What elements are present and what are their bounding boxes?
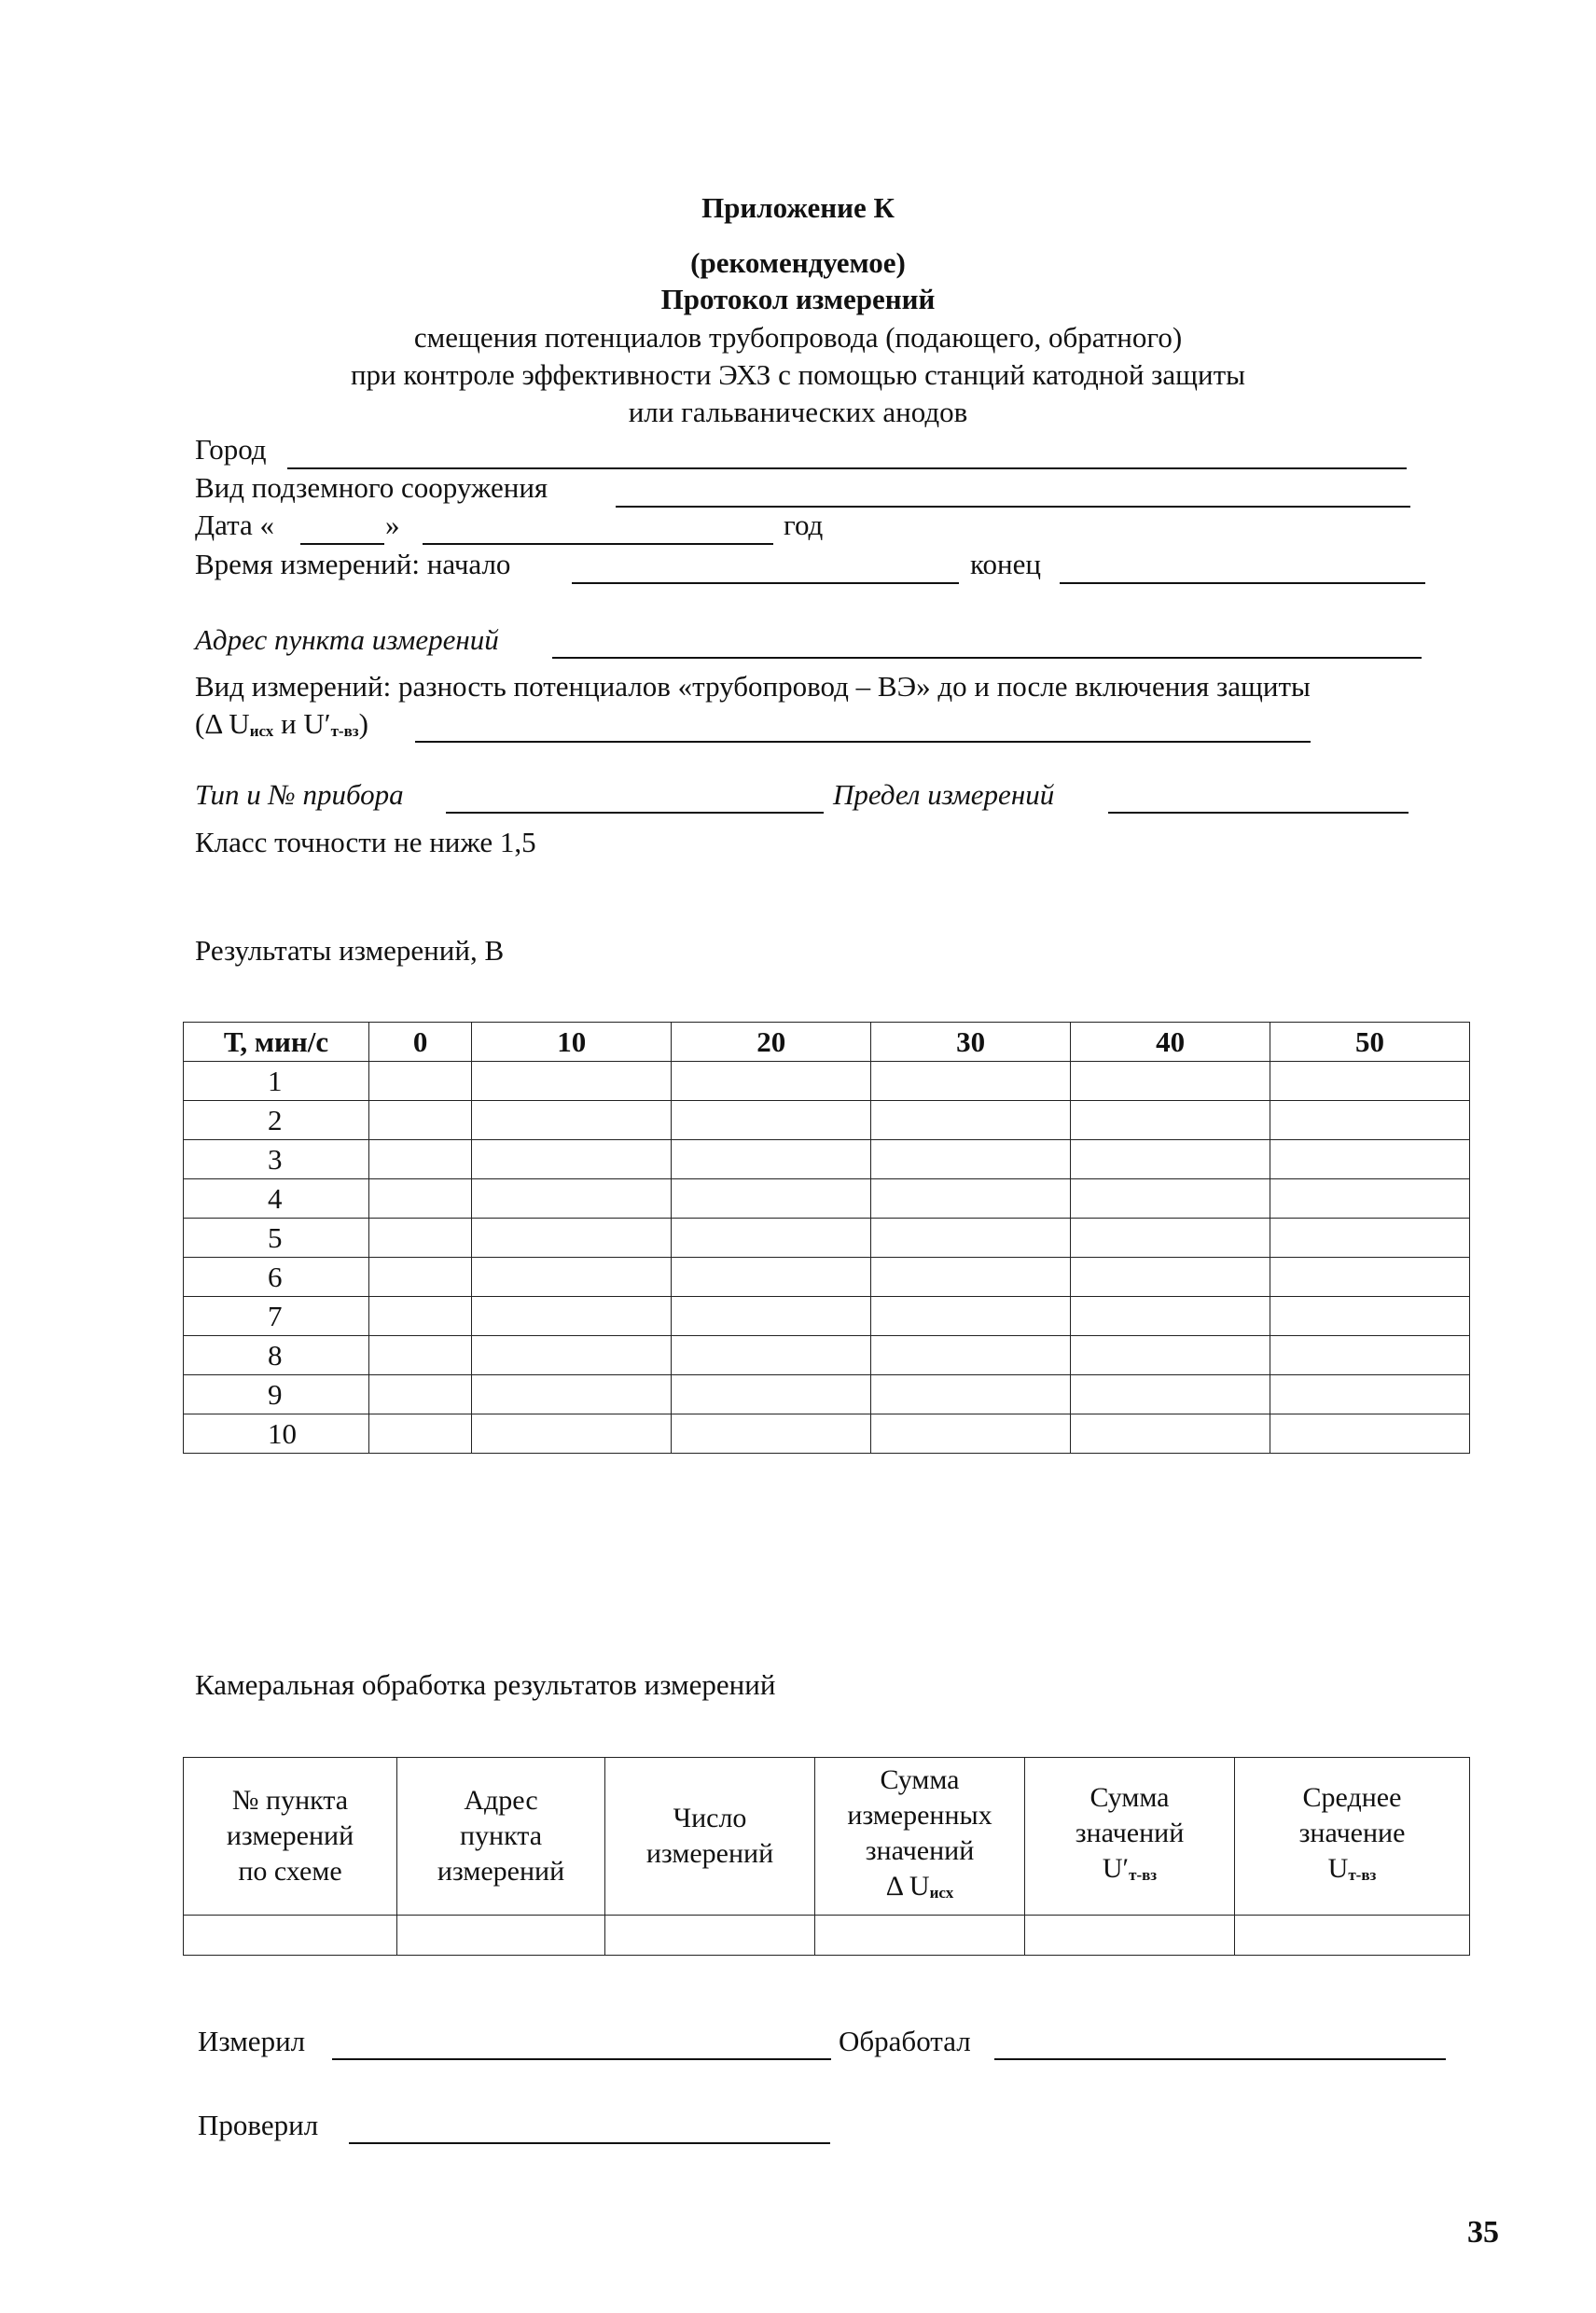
results-cell[interactable] — [871, 1140, 1071, 1179]
results-row — [184, 1219, 1470, 1258]
col-line: измерений — [226, 1820, 354, 1851]
col-line: измерений — [645, 1838, 774, 1869]
results-cell[interactable] — [369, 1414, 472, 1454]
results-cell[interactable] — [472, 1414, 672, 1454]
results-cell[interactable] — [1270, 1297, 1470, 1336]
results-cell[interactable] — [369, 1219, 472, 1258]
results-cell[interactable] — [1071, 1101, 1270, 1140]
date-month-field[interactable] — [423, 543, 773, 545]
summary-header-sum-measured — [815, 1758, 1025, 1916]
checked-by-field[interactable] — [349, 2142, 830, 2144]
results-cell[interactable] — [1270, 1101, 1470, 1140]
col-line: Среднее — [1302, 1781, 1402, 1813]
processed-by-field[interactable] — [994, 2058, 1446, 2060]
results-cell[interactable] — [472, 1219, 672, 1258]
results-cell[interactable] — [672, 1101, 871, 1140]
results-row — [184, 1297, 1470, 1336]
summary-header-sum-values — [1025, 1758, 1235, 1916]
results-row — [184, 1140, 1470, 1179]
appendix-title: Приложение К — [701, 191, 895, 224]
results-cell[interactable] — [1270, 1219, 1470, 1258]
date-label — [195, 509, 274, 542]
col-symbol: U — [1327, 1852, 1349, 1884]
results-cell[interactable] — [472, 1140, 672, 1179]
results-cell[interactable] — [1270, 1062, 1470, 1101]
results-header-col: 20 — [672, 1023, 871, 1062]
protocol-subtitle-3: или гальванических анодов — [628, 396, 968, 428]
address-label: Адрес пункта измерений — [195, 623, 499, 656]
col-line: № пункта — [231, 1785, 349, 1816]
device-label: Тип и № прибора — [195, 778, 404, 811]
results-row — [184, 1062, 1470, 1101]
results-cell[interactable] — [672, 1062, 871, 1101]
results-cell[interactable] — [871, 1336, 1071, 1375]
results-cell[interactable] — [1071, 1297, 1270, 1336]
results-cell[interactable] — [472, 1062, 672, 1101]
formula-delta-u: (Δ U — [195, 707, 250, 740]
summary-header-average — [1235, 1758, 1470, 1916]
results-cell[interactable] — [871, 1258, 1071, 1297]
col-line: Число — [673, 1803, 747, 1833]
results-cell[interactable] — [672, 1336, 871, 1375]
results-cell[interactable] — [369, 1258, 472, 1297]
results-cell[interactable] — [369, 1336, 472, 1375]
summary-header-row — [184, 1758, 1470, 1916]
results-header-row — [184, 1023, 1470, 1062]
time-start-field[interactable] — [572, 582, 959, 584]
results-row — [184, 1179, 1470, 1219]
results-cell[interactable] — [1270, 1140, 1470, 1179]
results-header-col: 40 — [1071, 1023, 1270, 1062]
col-symbol-sub: исх — [929, 1883, 954, 1902]
results-cell[interactable] — [871, 1062, 1071, 1101]
col-symbol: Δ U — [885, 1870, 930, 1902]
summary-cell[interactable] — [1025, 1916, 1235, 1956]
results-cell[interactable] — [1071, 1140, 1270, 1179]
results-cell[interactable] — [871, 1375, 1071, 1414]
results-row-number: 8 — [184, 1336, 369, 1375]
results-cell[interactable] — [672, 1414, 871, 1454]
results-cell[interactable] — [1071, 1336, 1270, 1375]
results-row-number: 3 — [184, 1140, 369, 1179]
year-label: год — [784, 509, 824, 541]
results-cell[interactable] — [369, 1140, 472, 1179]
city-field[interactable] — [287, 467, 1407, 469]
summary-table — [183, 1757, 1470, 1956]
formula-sub-tvz: т-вз — [330, 722, 359, 740]
summary-caption: Камеральная обработка результатов измерений — [195, 1668, 776, 1701]
summary-data-row — [184, 1916, 1470, 1956]
results-cell[interactable] — [1071, 1414, 1270, 1454]
protocol-subtitle-1: смещения потенциалов трубопровода (подающего, обратного) — [413, 321, 1183, 354]
col-line: пункта — [459, 1820, 543, 1851]
results-cell[interactable] — [1270, 1179, 1470, 1219]
summary-header-point-number — [184, 1758, 397, 1916]
results-cell[interactable] — [472, 1258, 672, 1297]
results-row-number: 6 — [184, 1258, 369, 1297]
col-line: измерений — [437, 1856, 565, 1887]
measured-by-field[interactable] — [332, 2058, 831, 2060]
results-row — [184, 1101, 1470, 1140]
results-cell[interactable] — [672, 1179, 871, 1219]
checked-by-label: Проверил — [198, 2109, 319, 2141]
results-cell[interactable] — [1071, 1219, 1270, 1258]
results-cell[interactable] — [672, 1258, 871, 1297]
page-number: 35 — [1467, 2215, 1499, 2250]
results-cell[interactable] — [871, 1297, 1071, 1336]
formula-u-prime: и U′ — [273, 707, 331, 740]
results-row-number: 9 — [184, 1375, 369, 1414]
time-end-label: конец — [970, 548, 1041, 580]
address-field[interactable] — [552, 657, 1422, 659]
summary-header-count — [605, 1758, 815, 1916]
results-cell[interactable] — [672, 1140, 871, 1179]
results-cell[interactable] — [369, 1179, 472, 1219]
measurement-type-label: Вид измерений: разность потенциалов «трубопровод – ВЭ» до и после включения защиты — [195, 670, 1311, 703]
summary-cell[interactable] — [815, 1916, 1025, 1956]
col-symbol: U′ — [1102, 1852, 1130, 1884]
formula-sub-ish: исх — [249, 722, 274, 740]
summary-cell[interactable] — [1235, 1916, 1470, 1956]
summary-cell[interactable] — [605, 1916, 815, 1956]
city-label: Город — [195, 433, 267, 466]
results-cell[interactable] — [369, 1062, 472, 1101]
summary-cell[interactable] — [397, 1916, 605, 1956]
results-cell[interactable] — [472, 1375, 672, 1414]
results-cell[interactable] — [472, 1297, 672, 1336]
results-row-number: 5 — [184, 1219, 369, 1258]
results-row-number: 7 — [184, 1297, 369, 1336]
measurement-type-field[interactable] — [415, 741, 1311, 743]
formula-close: ) — [358, 707, 368, 740]
results-cell[interactable] — [1071, 1062, 1270, 1101]
results-cell[interactable] — [672, 1375, 871, 1414]
date-day-field[interactable] — [300, 543, 384, 545]
results-cell[interactable] — [1071, 1179, 1270, 1219]
results-row — [184, 1375, 1470, 1414]
results-cell[interactable] — [1270, 1336, 1470, 1375]
results-cell[interactable] — [1270, 1414, 1470, 1454]
structure-type-field[interactable] — [616, 506, 1410, 508]
results-cell[interactable] — [672, 1297, 871, 1336]
col-line: Сумма — [1089, 1781, 1170, 1813]
results-cell[interactable] — [369, 1101, 472, 1140]
results-header-col: 50 — [1270, 1023, 1470, 1062]
results-cell[interactable] — [1270, 1375, 1470, 1414]
results-row-number: 4 — [184, 1179, 369, 1219]
col-line: значений — [1075, 1817, 1185, 1848]
col-symbol-sub: т-вз — [1348, 1865, 1377, 1884]
results-cell[interactable] — [1071, 1375, 1270, 1414]
results-header-time: Т, мин/с — [184, 1023, 369, 1062]
summary-header-address — [397, 1758, 605, 1916]
results-row — [184, 1258, 1470, 1297]
col-line: по схеме — [238, 1856, 342, 1887]
col-symbol-sub: т-вз — [1129, 1865, 1158, 1884]
col-line: Сумма — [880, 1763, 960, 1795]
results-cell[interactable] — [472, 1179, 672, 1219]
structure-type-label: Вид подземного сооружения — [195, 471, 548, 504]
results-row — [184, 1336, 1470, 1375]
measured-by-label: Измерил — [198, 2025, 306, 2057]
appendix-status: (рекомендуемое) — [690, 246, 906, 279]
col-line: значений — [865, 1834, 975, 1866]
results-cell[interactable] — [871, 1179, 1071, 1219]
col-line: Адрес — [464, 1785, 538, 1816]
summary-cell[interactable] — [184, 1916, 397, 1956]
results-cell[interactable] — [369, 1297, 472, 1336]
results-caption: Результаты измерений, В — [195, 934, 505, 967]
results-header-col: 0 — [369, 1023, 472, 1062]
results-table — [183, 1022, 1470, 1454]
protocol-subtitle-2: при контроле эффективности ЭХЗ с помощью станций катодной защиты — [350, 358, 1246, 391]
processed-by-label: Обработал — [839, 2025, 971, 2057]
results-row-number: 10 — [184, 1414, 369, 1454]
device-field[interactable] — [446, 812, 824, 814]
results-cell[interactable] — [871, 1219, 1071, 1258]
results-cell[interactable] — [1071, 1258, 1270, 1297]
accuracy-class: Класс точности не ниже 1,5 — [195, 826, 536, 858]
results-cell[interactable] — [871, 1101, 1071, 1140]
results-cell[interactable] — [472, 1101, 672, 1140]
results-cell[interactable] — [1270, 1258, 1470, 1297]
col-line: измеренных — [847, 1799, 992, 1831]
results-cell[interactable] — [871, 1414, 1071, 1454]
results-header-col: 30 — [871, 1023, 1071, 1062]
limit-field[interactable] — [1108, 812, 1409, 814]
measurement-formula — [195, 707, 368, 741]
time-start-label: Время измерений: начало — [195, 548, 511, 580]
results-cell[interactable] — [472, 1336, 672, 1375]
results-row-number: 1 — [184, 1062, 369, 1101]
col-line: значение — [1298, 1817, 1406, 1848]
results-cell[interactable] — [369, 1375, 472, 1414]
date-open-quote: Дата « — [195, 509, 275, 541]
results-header-col: 10 — [472, 1023, 672, 1062]
time-end-field[interactable] — [1060, 582, 1425, 584]
limit-label: Предел измерений — [833, 778, 1055, 811]
results-row-number: 2 — [184, 1101, 369, 1140]
date-close-quote: » — [385, 509, 400, 541]
protocol-title: Протокол измерений — [660, 283, 936, 315]
results-cell[interactable] — [672, 1219, 871, 1258]
results-row — [184, 1414, 1470, 1454]
